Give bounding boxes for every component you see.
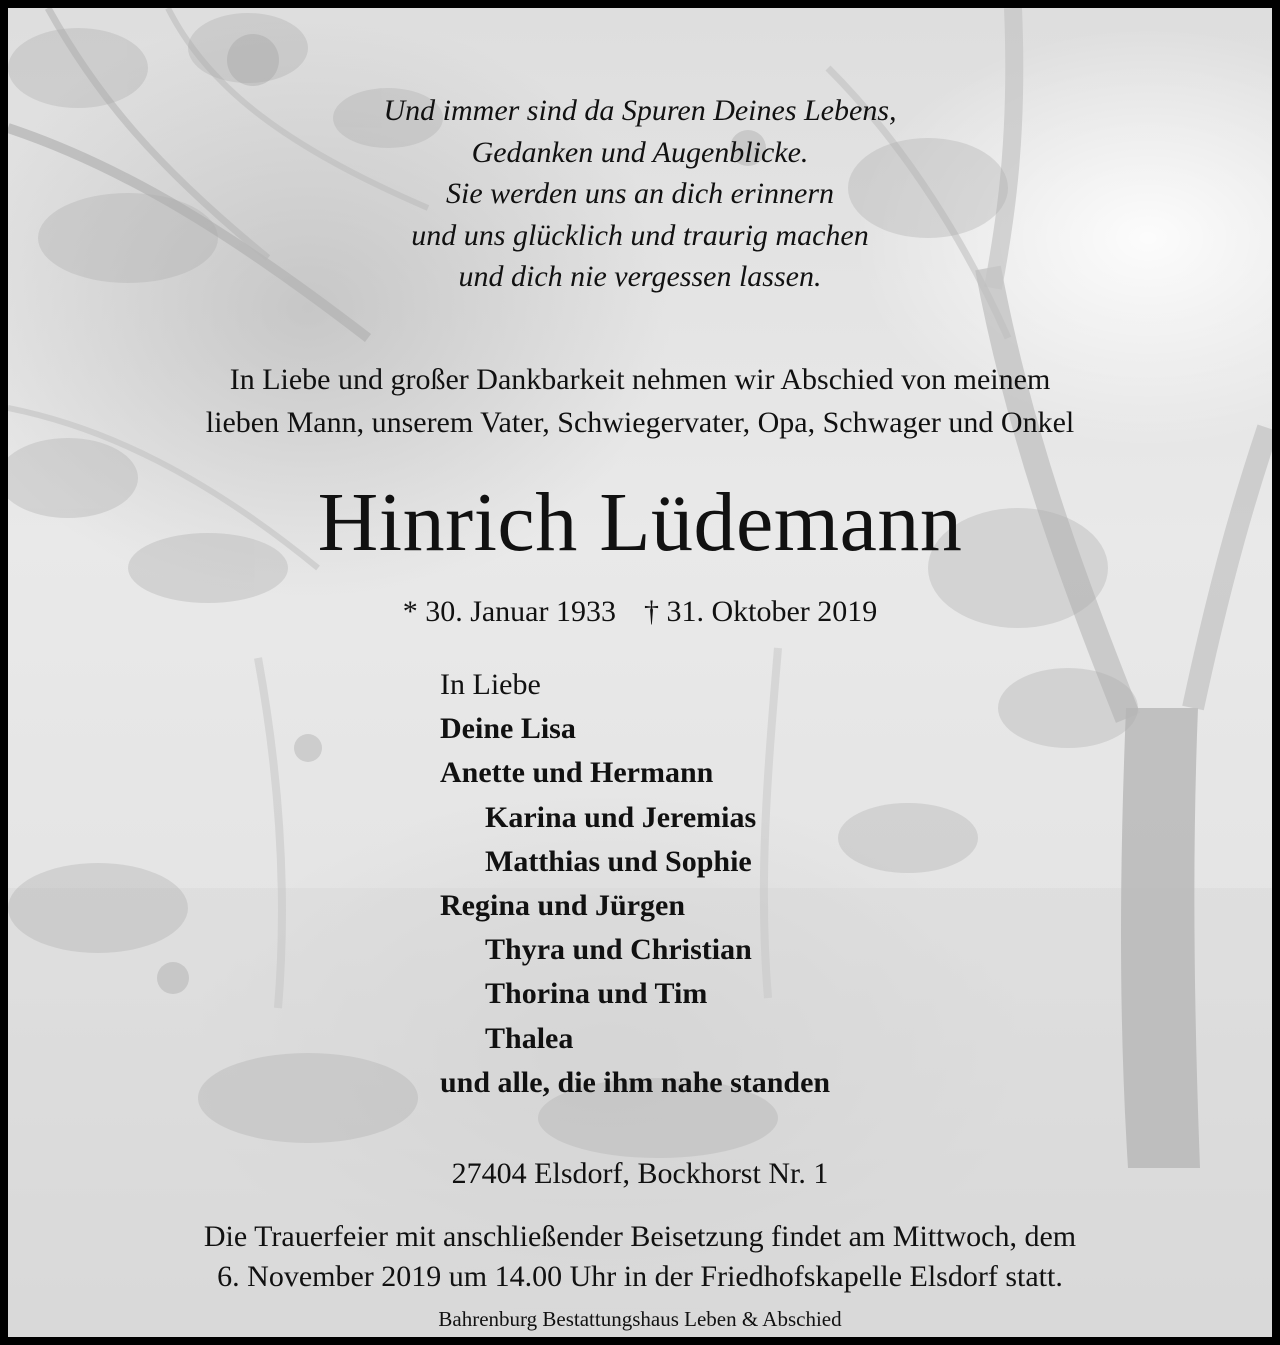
service-line: 6. November 2019 um 14.00 Uhr in der Friedhofskapelle Elsdorf statt. bbox=[217, 1260, 1063, 1293]
intro-line: lieben Mann, unserem Vater, Schwiegervater, Opa, Schwager und Onkel bbox=[205, 406, 1075, 439]
signer-name: Thyra und Christian bbox=[485, 933, 752, 967]
life-dates bbox=[8, 590, 1272, 634]
signers-intro: In Liebe bbox=[440, 668, 541, 701]
signer-name: Anette und Hermann bbox=[440, 756, 714, 790]
farewell-intro bbox=[8, 358, 1272, 444]
deceased-name: Hinrich Lüdemann bbox=[317, 476, 963, 569]
signer-name: Thalea bbox=[485, 1021, 574, 1055]
poem-line: Sie werden uns an dich erinnern bbox=[446, 177, 834, 210]
poem-line: Gedanken und Augenblicke. bbox=[471, 135, 809, 169]
signer-name: Matthias und Sophie bbox=[485, 844, 752, 878]
signer-name: Deine Lisa bbox=[440, 712, 576, 746]
poem-line: und dich nie vergessen lassen. bbox=[458, 260, 822, 293]
death-date: † 31. Oktober 2019 bbox=[643, 595, 878, 628]
signer-name: Karina und Jeremias bbox=[485, 800, 757, 834]
intro-line: In Liebe und großer Dankbarkeit nehmen wir Abschied von meinem bbox=[229, 363, 1051, 396]
signer-name: Thorina und Tim bbox=[485, 977, 708, 1011]
birth-date: * 30. Januar 1933 bbox=[402, 595, 616, 628]
signer-name: und alle, die ihm nahe standen bbox=[440, 1065, 831, 1099]
memorial-poem bbox=[8, 90, 1272, 298]
signer-name: Regina und Jürgen bbox=[440, 889, 686, 923]
funeral-service-info bbox=[8, 1217, 1272, 1297]
funeral-home-credit: Bahrenburg Bestattungshaus Leben & Abschied bbox=[438, 1307, 842, 1331]
mourners-list bbox=[440, 663, 1140, 1105]
poem-line: und uns glücklich und traurig machen bbox=[411, 218, 869, 252]
service-line: Die Trauerfeier mit anschließender Beisetzung findet am Mittwoch, dem bbox=[203, 1220, 1077, 1253]
poem-line: Und immer sind da Spuren Deines Lebens, bbox=[383, 94, 897, 127]
family-address: 27404 Elsdorf, Bockhorst Nr. 1 bbox=[451, 1157, 829, 1190]
